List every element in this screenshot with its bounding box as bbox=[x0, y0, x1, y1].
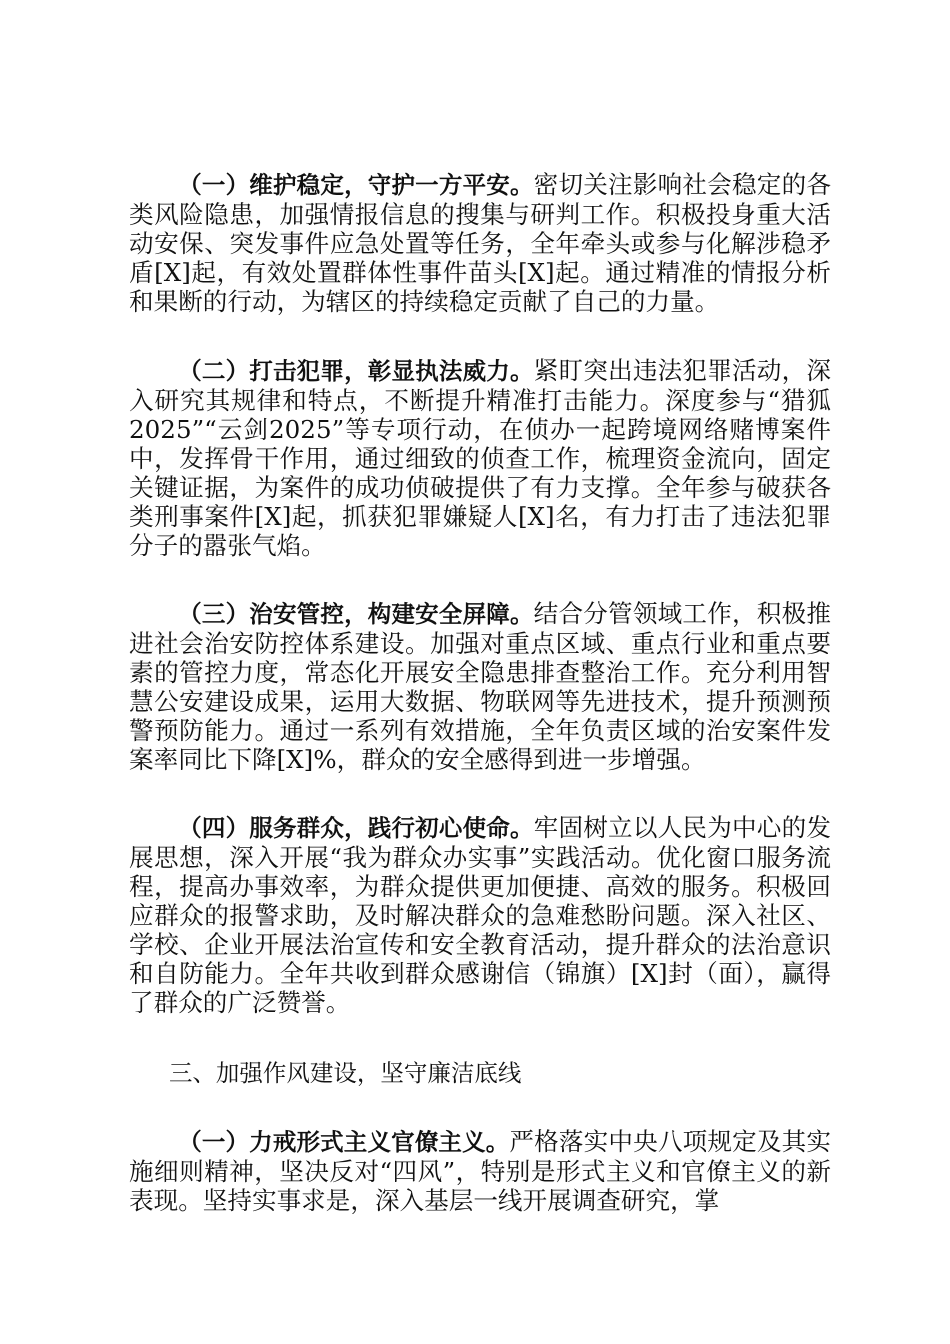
paragraph-body: 结合分管领域工作，积极推进社会治安防控体系建设。加强对重点区域、重点行业和重点要素的管控力度，常态化开展安全隐患排查整治工作。充分利用智慧公安建设成果，运用大数据、物联网等先进技术，提升预测预警预防能力。通过一系列有效措施，全年负责区域的治安案件发案率同比下降[X]%，群众的安全感得到进一步增强。 bbox=[129, 599, 831, 774]
paragraph-heading: （一）维护稳定，守护一方平安。 bbox=[178, 171, 534, 199]
paragraph-body: 严格落实中央八项规定及其实施细则精神，坚决反对“四风”，特别是形式主义和官僚主义的新表现。坚持实事求是，深入基层一线开展调查研究，掌 bbox=[129, 1127, 831, 1215]
paragraph-body: 密切关注影响社会稳定的各类风险隐患，加强情报信息的搜集与研判工作。积极投身重大活动安保、突发事件应急处置等任务，全年牵头或参与化解涉稳矛盾[X]起，有效处置群体性事件苗头[X]起。通过精准的情报分析和果断的行动，为辖区的持续稳定贡献了自己的力量。 bbox=[129, 170, 831, 316]
paragraph-heading: （一）力戒形式主义官僚主义。 bbox=[178, 1128, 510, 1156]
paragraph-anti-formalism bbox=[129, 1127, 831, 1215]
paragraph-body: 牢固树立以人民为中心的发展思想，深入开展“我为群众办实事”实践活动。优化窗口服务流程，提高办事效率，为群众提供更加便捷、高效的服务。积极回应群众的报警求助，及时解决群众的急难愁盼问题。深入社区、学校、企业开展法治宣传和安全教育活动，提升群众的法治意识和自防能力。全年共收到群众感谢信（锦旗）[X]封（面），赢得了群众的广泛赞誉。 bbox=[129, 813, 831, 1017]
paragraph-body: 紧盯突出违法犯罪活动，深入研究其规律和特点，不断提升精准打击能力。深度参与“猎狐2025”“云剑2025”等专项行动，在侦办一起跨境网络赌博案件中，发挥骨干作用，通过细致的侦查工作，梳理资金流向，固定关键证据，为案件的成功侦破提供了有力支撑。全年参与破获各类刑事案件[X]起，抓获犯罪嫌疑人[X]名，有力打击了违法犯罪分子的嚣张气焰。 bbox=[129, 356, 831, 560]
paragraph-heading: （四）服务群众，践行初心使命。 bbox=[178, 814, 534, 842]
paragraph-fight-crime bbox=[129, 356, 831, 560]
paragraph-maintain-stability bbox=[129, 170, 831, 316]
paragraph-serve-public bbox=[129, 813, 831, 1017]
paragraph-heading: （二）打击犯罪，彰显执法威力。 bbox=[178, 357, 534, 385]
section-heading: 三、加强作风建设，坚守廉洁底线 bbox=[168, 1059, 522, 1087]
paragraph-public-security bbox=[129, 599, 831, 774]
document-page bbox=[129, 170, 831, 1215]
paragraph-heading: （三）治安管控，构建安全屏障。 bbox=[178, 600, 534, 628]
